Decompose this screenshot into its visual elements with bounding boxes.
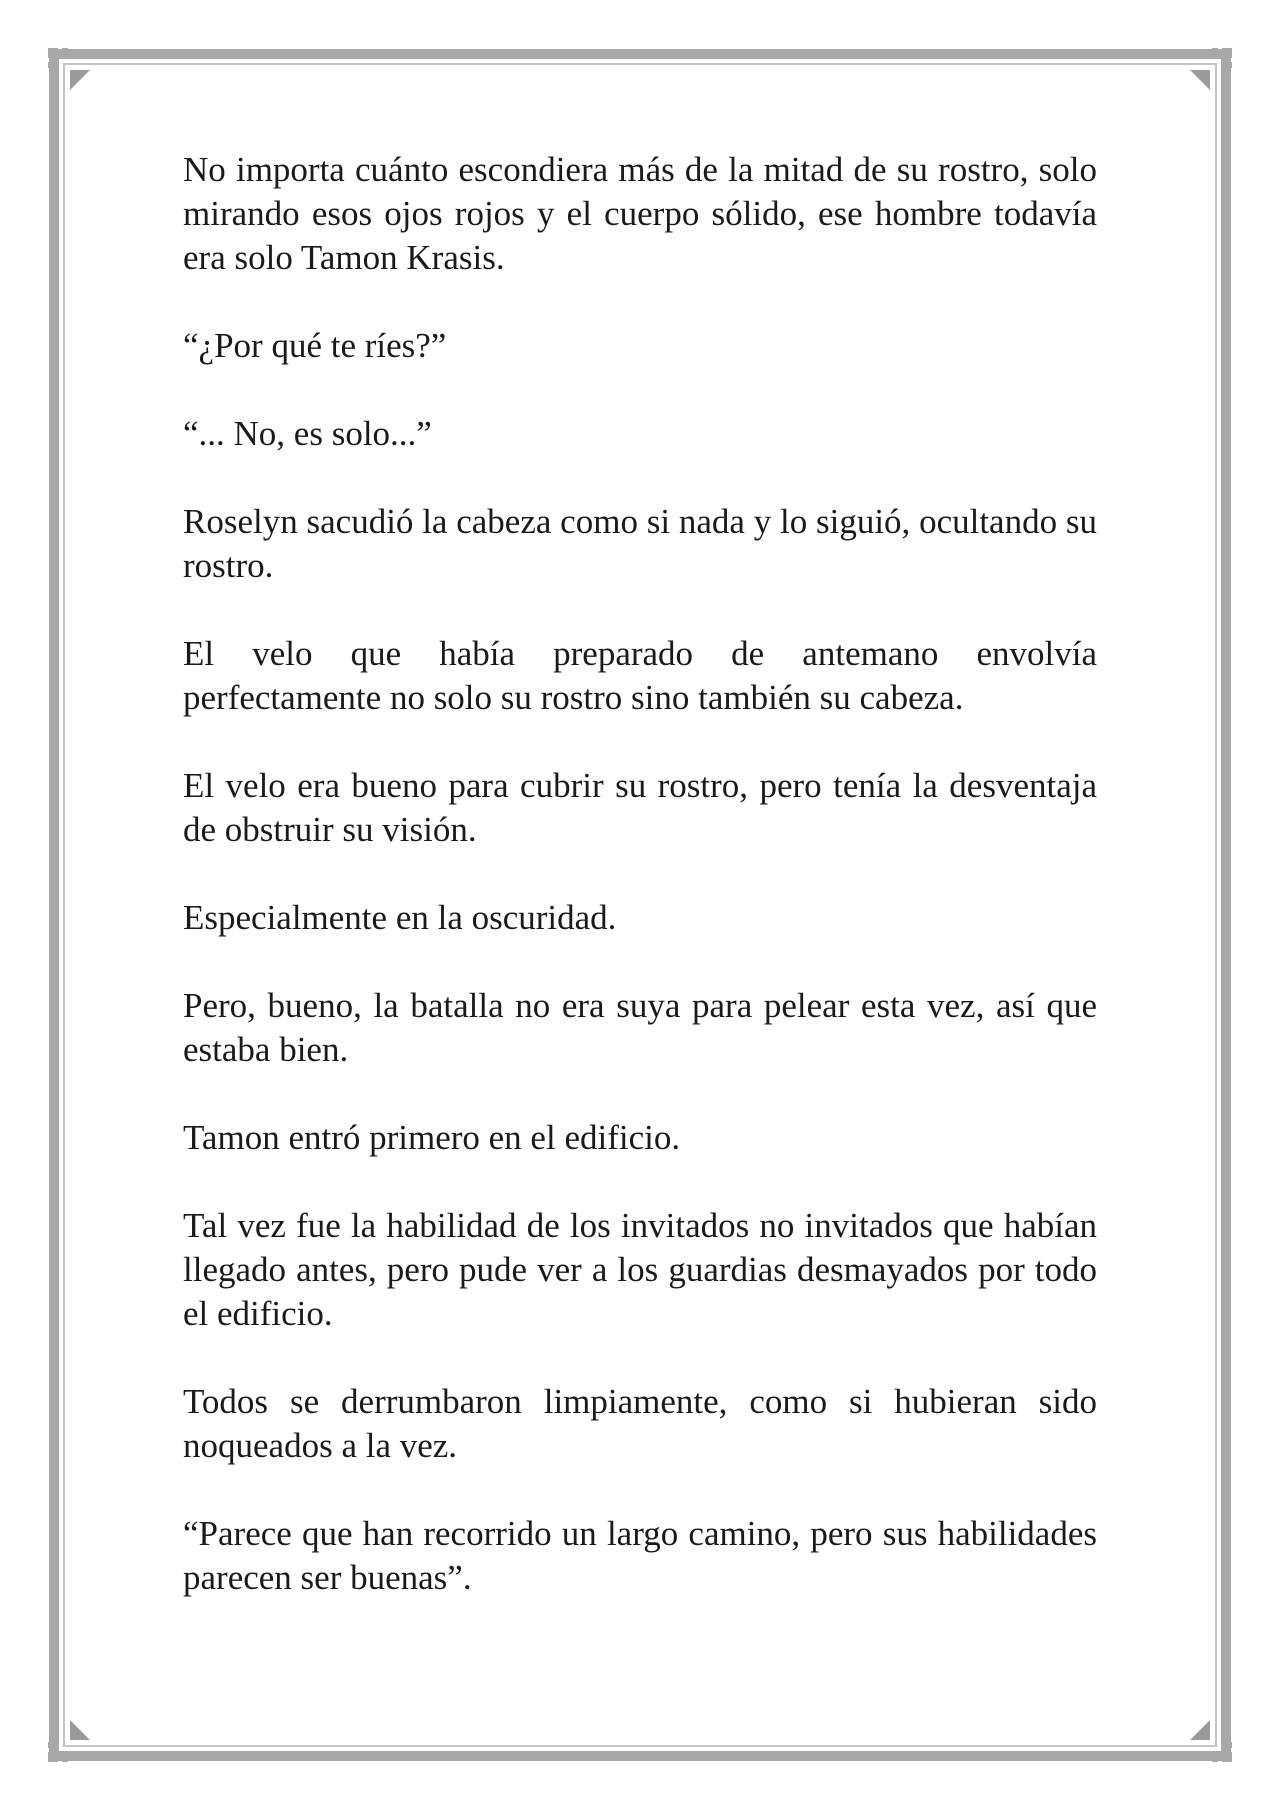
paragraph: Especialmente en la oscuridad.	[183, 898, 617, 937]
corner-triangle-bottom-left	[70, 1720, 90, 1740]
paragraph: “¿Por qué te ríes?”	[183, 326, 447, 365]
paragraph: El velo era bueno para cubrir su rostro, pero tenía la desventaja de obstruir su visión.	[183, 766, 1097, 849]
paragraph: Roselyn sacudió la cabeza como si nada y lo siguió, ocultando su rostro.	[183, 502, 1097, 585]
document-body	[183, 148, 1097, 1644]
paragraph: El velo que había preparado de antemano envolvía perfectamente no solo su rostro sino también su cabeza.	[183, 634, 1097, 717]
paragraph: Tal vez fue la habilidad de los invitados no invitados que habían llegado antes, pero pude ver a los guardias desmayados por todo el edificio.	[183, 1206, 1097, 1333]
paragraph: Todos se derrumbaron limpiamente, como si hubieran sido noqueados a la vez.	[183, 1382, 1097, 1465]
paragraph: Tamon entró primero en el edificio.	[183, 1118, 681, 1157]
corner-triangle-bottom-right	[1190, 1720, 1210, 1740]
paragraph: No importa cuánto escondiera más de la mitad de su rostro, solo mirando esos ojos rojos y el cuerpo sólido, ese hombre todavía era solo Tamon Krasis.	[183, 150, 1097, 277]
corner-triangle-top-left	[70, 70, 90, 90]
corner-triangle-top-right	[1190, 70, 1210, 90]
paragraph: “Parece que han recorrido un largo camino, pero sus habilidades parecen ser buenas”.	[183, 1514, 1097, 1597]
paragraph: “... No, es solo...”	[183, 414, 432, 453]
paragraph: Pero, bueno, la batalla no era suya para pelear esta vez, así que estaba bien.	[183, 986, 1097, 1069]
